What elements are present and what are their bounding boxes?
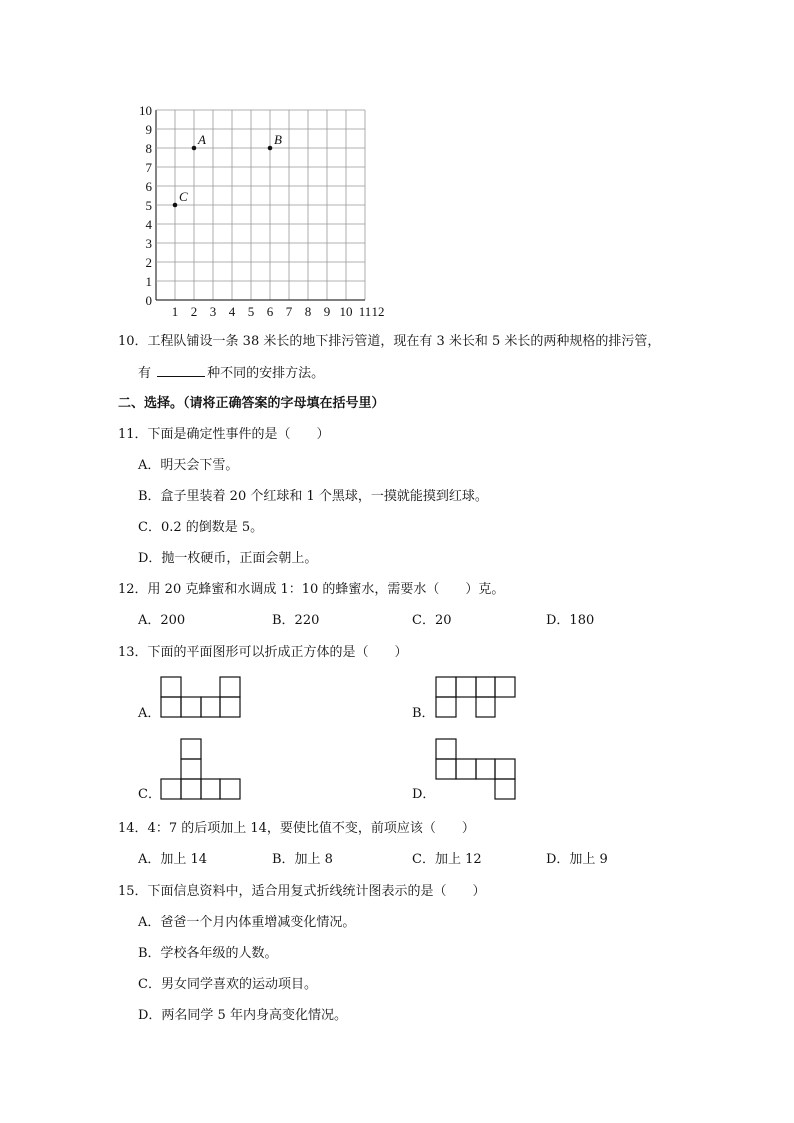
- q11-option-c[interactable]: C．0.2 的倒数是 5。: [138, 520, 264, 535]
- q11-stem: 11．下面是确定性事件的是（ ）: [118, 427, 330, 442]
- net-c-square: [161, 779, 181, 799]
- x-tick-label: 11: [358, 304, 372, 319]
- x-tick-label: 6: [266, 304, 274, 319]
- x-tick-label: 5: [247, 304, 255, 319]
- y-tick-label: 1: [145, 274, 152, 289]
- q11-option-b[interactable]: B．盒子里装着 20 个红球和 1 个黑球，一摸就能摸到红球。: [138, 489, 488, 504]
- q14-option-d[interactable]: D．加上 9: [546, 852, 608, 867]
- y-tick-label: 2: [145, 255, 152, 270]
- point-b: [268, 146, 273, 151]
- x-tick-label: 7: [285, 304, 293, 319]
- x-tick-label: 10: [339, 304, 353, 319]
- q13-label-d[interactable]: D．: [412, 787, 436, 802]
- q13-label-c[interactable]: C．: [138, 787, 161, 802]
- q12-option-c[interactable]: C．20: [412, 613, 452, 628]
- q15-option-a[interactable]: A．爸爸一个月内体重增减变化情况。: [138, 915, 356, 930]
- net-d-square: [495, 779, 515, 799]
- q12-option-b[interactable]: B．220: [272, 613, 320, 628]
- q12-stem: 12．用 20 克蜂蜜和水调成 1：10 的蜂蜜水，需要水（ ）克。: [118, 582, 505, 597]
- x-tick-label: 4: [228, 304, 236, 319]
- q14-option-c[interactable]: C．加上 12: [412, 852, 482, 867]
- net-d-square: [476, 759, 495, 779]
- q14-option-b[interactable]: B．加上 8: [272, 852, 333, 867]
- net-a-square: [181, 697, 201, 717]
- q15-stem: 15．下面信息资料中，适合用复式折线统计图表示的是（ ）: [118, 884, 486, 899]
- net-b-square: [495, 677, 515, 697]
- section2-title: 二、选择。（请将正确答案的字母填在括号里）: [118, 396, 385, 411]
- net-d-square: [456, 759, 476, 779]
- coordinate-grid: [128, 104, 398, 320]
- q13-net-a[interactable]: [160, 676, 242, 718]
- q10-line2: [138, 364, 324, 382]
- q13-stem: 13．下面的平面图形可以折成正方体的是（ ）: [118, 645, 408, 660]
- q10-line2-suffix: 种不同的安排方法。: [207, 366, 325, 381]
- net-c-square: [181, 739, 201, 759]
- q15-option-b[interactable]: B．学校各年级的人数。: [138, 946, 278, 961]
- y-axis-ticks: [139, 104, 153, 308]
- net-d-square: [436, 759, 456, 779]
- net-b-square: [476, 697, 495, 717]
- point-label-a: A: [198, 132, 206, 147]
- y-tick-label: 9: [145, 122, 152, 137]
- y-tick-label: 6: [145, 179, 152, 194]
- q13-net-c[interactable]: [160, 738, 242, 800]
- net-a-square: [220, 697, 240, 717]
- y-tick-label: 10: [139, 104, 152, 118]
- net-b-square: [476, 677, 495, 697]
- y-tick-label: 5: [145, 198, 152, 213]
- point-a: [192, 146, 197, 151]
- x-tick-label: 12: [371, 304, 385, 319]
- y-tick-label: 0: [145, 293, 152, 308]
- net-a-square: [220, 677, 240, 697]
- q11-option-d[interactable]: D．抛一枚硬币，正面会朝上。: [138, 551, 318, 566]
- q13-label-a[interactable]: A．: [138, 706, 161, 721]
- net-a-square: [201, 697, 220, 717]
- point-c: [173, 203, 178, 208]
- q13-net-d[interactable]: [435, 738, 517, 800]
- q12-option-d[interactable]: D．180: [546, 613, 595, 628]
- net-a-square: [161, 677, 181, 697]
- point-label-b: B: [274, 132, 282, 147]
- q12-option-a[interactable]: A．200: [138, 613, 186, 628]
- net-d-square: [495, 759, 515, 779]
- y-tick-label: 3: [145, 236, 152, 251]
- grid-points: [173, 132, 282, 207]
- x-axis-ticks: [172, 304, 385, 319]
- q15-option-c[interactable]: C．男女同学喜欢的运动项目。: [138, 977, 317, 992]
- q14-stem: 14．4：7 的后项加上 14，要使比值不变，前项应该（ ）: [118, 821, 475, 836]
- net-b-square: [456, 677, 476, 697]
- x-tick-label: 1: [171, 304, 179, 319]
- net-b-square: [436, 697, 456, 717]
- y-tick-label: 7: [145, 160, 152, 175]
- y-tick-label: 8: [145, 141, 152, 156]
- net-d-square: [436, 739, 456, 759]
- x-tick-label: 8: [304, 304, 312, 319]
- q13-label-b[interactable]: B．: [412, 706, 435, 721]
- q15-option-d[interactable]: D．两名同学 5 年内身高变化情况。: [138, 1008, 347, 1023]
- q13-net-b[interactable]: [435, 676, 517, 718]
- q11-option-a[interactable]: A．明天会下雪。: [138, 458, 239, 473]
- q10-line2-prefix: 有: [138, 366, 152, 381]
- net-c-square: [181, 759, 201, 779]
- q10-answer-blank[interactable]: [157, 364, 205, 377]
- net-c-square: [201, 779, 220, 799]
- x-tick-label: 3: [209, 304, 217, 319]
- point-label-c: C: [179, 189, 188, 204]
- x-tick-label: 2: [190, 304, 198, 319]
- q14-option-a[interactable]: A．加上 14: [138, 852, 208, 867]
- net-c-square: [181, 779, 201, 799]
- q10-line1: 10．工程队铺设一条 38 米长的地下排污管道，现在有 3 米长和 5 米长的两种规格的排污管，: [118, 334, 661, 349]
- x-tick-label: 9: [323, 304, 331, 319]
- y-tick-label: 4: [145, 217, 152, 232]
- net-c-square: [220, 779, 240, 799]
- net-a-square: [161, 697, 181, 717]
- net-b-square: [436, 677, 456, 697]
- grid-lines: [156, 110, 365, 300]
